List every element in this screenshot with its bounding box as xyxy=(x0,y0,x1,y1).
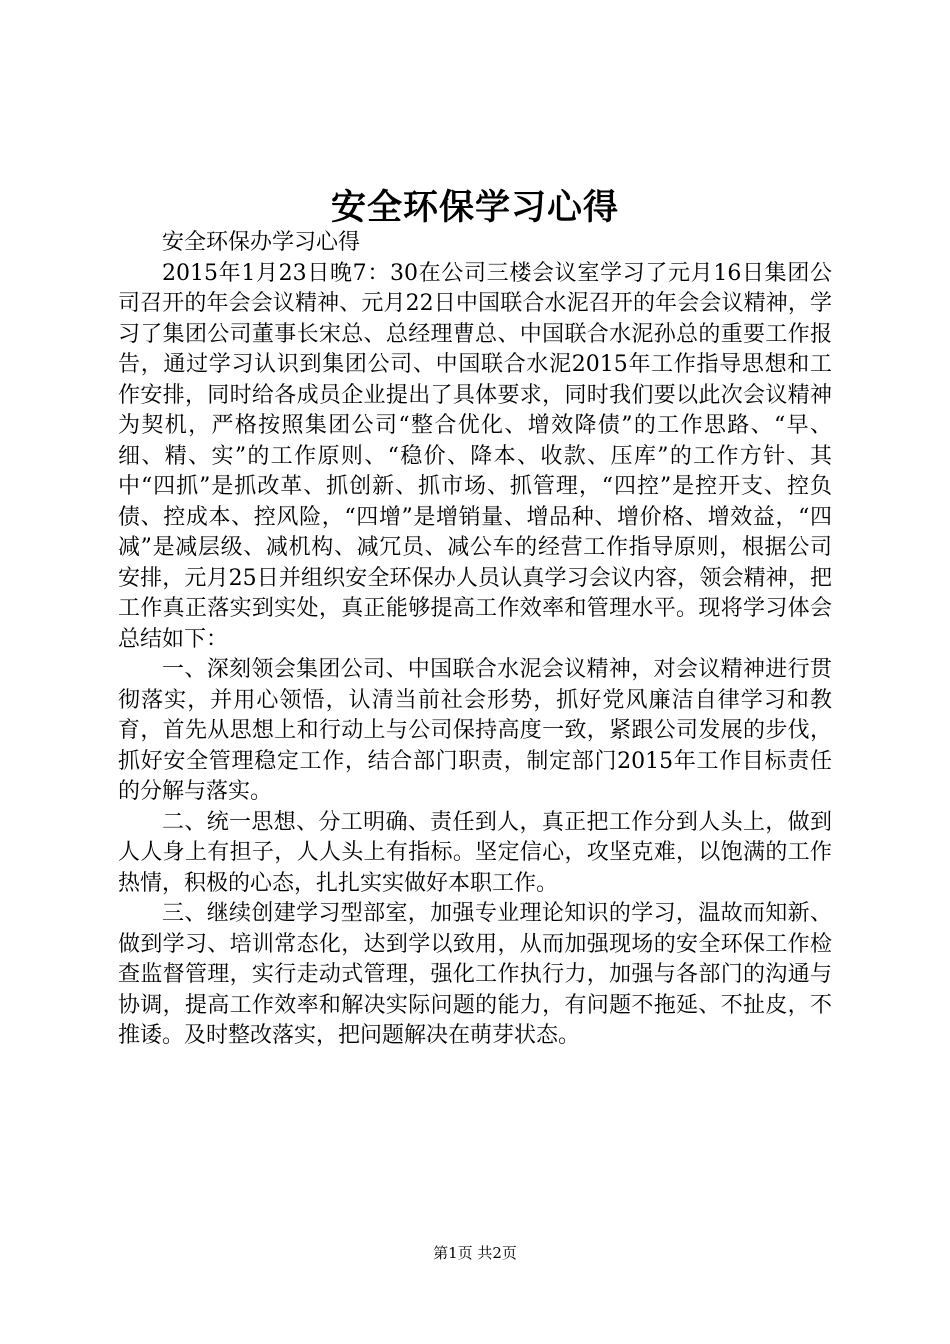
subtitle-paragraph: 安全环保办学习心得 xyxy=(162,230,361,255)
page-footer xyxy=(0,1242,950,1264)
point-three-paragraph: 三、继续创建学习型部室，加强专业理论知识的学习，温故而知新、做到学习、培训常态化，达到学以致用，从而加强现场的安全环保工作检查监督管理，实行走动式管理，强化工作执行力，加强与各部门的沟通与协调，提高工作效率和解决实际问题的能力，有问题不拖延、不扯皮，不推诿。及时整改落实，把问题解决在萌芽状态。 xyxy=(118,901,832,1048)
point-two-paragraph: 二、统一思想、分工明确、责任到人，真正把工作分到人头上，做到人人身上有担子，人人头上有指标。坚定信心，攻坚克难，以饱满的工作热情，积极的心态，扎扎实实做好本职工作。 xyxy=(118,809,832,896)
intro-paragraph: 2015年1月23日晚7：30在公司三楼会议室学习了元月16日集团公司召开的年会会议精神、元月22日中国联合水泥召开的年会会议精神，学习了集团公司董事长宋总、总经理曹总、中国联合水泥孙总的重要工作报告，通过学习认识到集团公司、中国联合水泥2015年工作指导思想和工作安排，同时给各成员企业提出了具体要求，同时我们要以此次会议精神为契机，严格按照集团公司“整合优化、增效降债”的工作思路、“早、细、精、实”的工作原则、“稳价、降本、收款、压库”的工作方针、其中“四抓”是抓改革、抓创新、抓市场、抓管理，“四控”是控开支、控负债、控成本、控风险，“四增”是增销量、增品种、增价格、增效益，“四减”是减层级、减机构、减冗员、减公车的经营工作指导原则，根据公司安排，元月25日并组织安全环保办人员认真学习会议内容，领会精神，把工作真正落实到实处，真正能够提高工作效率和管理水平。现将学习体会总结如下： xyxy=(118,260,832,652)
document-body xyxy=(118,228,832,1052)
point-one-paragraph: 一、深刻领会集团公司、中国联合水泥会议精神，对会议精神进行贯彻落实，并用心领悟，认清当前社会形势，抓好党风廉洁自律学习和教育，首先从思想上和行动上与公司保持高度一致，紧跟公司发展的步伐，抓好安全管理稳定工作，结合部门职责，制定部门2015年工作目标责任的分解与落实。 xyxy=(118,657,832,804)
document-title: 安全环保学习心得 xyxy=(330,187,619,228)
page-indicator: 第1页 共2页 xyxy=(433,1244,517,1262)
